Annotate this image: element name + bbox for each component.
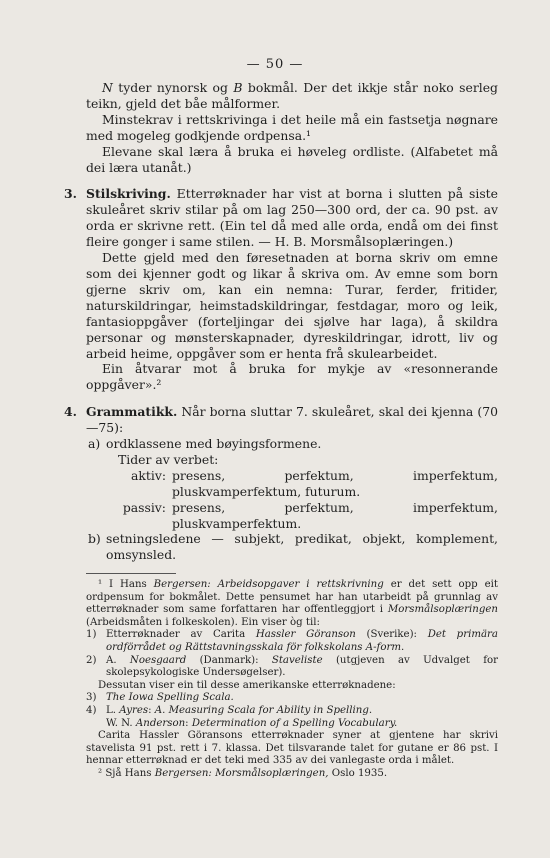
footnote-1-text-a: I Hans	[102, 579, 154, 590]
list-item-a	[86, 436, 498, 452]
footnote-2-mark: ²	[98, 767, 103, 779]
footnote-item-pre: L.	[106, 704, 120, 716]
section-4-text: Når borna sluttar 7. skuleåret, skal dei kjenna (70—75):	[86, 404, 498, 436]
footnote-list-item	[86, 655, 498, 680]
footnote-item-mid: (Sverike):	[355, 629, 428, 641]
footnote-2-title: Morsmålsoplæringen,	[211, 767, 329, 779]
footnote-item-post: (utgjeven av Udvalget for skolepsykologiske Undersøgelser).	[106, 654, 498, 679]
passive-text: presens, perfektum, imperfektum, pluskvamperfektum.	[172, 499, 498, 531]
footnote-1-title: Arbeidsopgaver i rettskrivning	[210, 579, 384, 590]
section-3-heading-paragraph	[64, 186, 498, 250]
footnote-item-pre: A.	[106, 654, 130, 666]
active-text: presens, perfektum, imperfektum, pluskvamperfektum, futurum.	[172, 467, 498, 499]
footnote-2-text-a: Sjå Hans	[102, 767, 155, 779]
footnote-item-label: 3)	[86, 692, 97, 704]
footnote-item-title: The Iowa Spelling Scala.	[106, 692, 234, 704]
intro-paragraph-2: Minstekrav i rettskrivinga i det heile må ein fastsetja nøgnare med mogeleg godkjende ordpensa.¹	[86, 111, 498, 143]
footnote-item-title: Det primära ordförrådet og Rättstavningsskala för folkskolans A-form.	[106, 629, 499, 653]
footnote-item-label: 2)	[86, 654, 97, 666]
footnote-2-author: Bergersen:	[154, 767, 212, 779]
intro-paragraph	[86, 80, 498, 112]
list-label-b: b)	[88, 531, 101, 547]
passive-tenses	[86, 500, 498, 532]
intro-paragraph-3: Elevane skal læra å bruka ei høveleg ordliste. (Alfabetet må dei læra utanåt.)	[86, 143, 498, 175]
abbr-n: N	[102, 80, 113, 95]
footnote-item-pre: W. N.	[106, 717, 136, 729]
verb-tenses-label: Tider av verbet:	[118, 451, 219, 467]
list-text-a: ordklassene med bøyingsformene.	[106, 436, 322, 452]
footnote-item-author: Noesgaard	[129, 654, 187, 666]
list-label-a: a)	[88, 436, 101, 452]
passive-label: passiv:	[122, 499, 166, 515]
footnote-1-author: Bergersen:	[153, 579, 211, 590]
intro-text-1: tyder nynorsk og	[112, 80, 234, 95]
footnote-list-item	[86, 705, 498, 718]
footnote-1-publication: Morsmålsoplæringen	[387, 604, 498, 616]
active-label: aktiv:	[130, 467, 166, 483]
footnotes	[86, 579, 498, 781]
footnote-item-mid: :	[148, 704, 155, 716]
section-4-number: 4.	[64, 404, 77, 420]
footnote-item-mid: (Danmark):	[186, 654, 272, 666]
footnote-1	[86, 579, 498, 629]
section-3-title: Stilskriving.	[86, 186, 171, 202]
footnote-item-title: Determination of a Spelling Vocabulary.	[191, 717, 398, 729]
list-item-b	[86, 531, 498, 563]
footnote-item-author: Hassler Göranson	[255, 629, 356, 641]
abbr-b: B	[233, 80, 243, 95]
footnote-1-mark: ¹	[98, 579, 103, 590]
footnote-list-item	[86, 718, 498, 731]
section-3-paragraph-2: Dette gjeld med den føresetnaden at borna skriv om emne som dei kjenner godt og likar å skriva om. Av emne som born gjerne skriv om, kan ein nemna: Turar, ferder, fritider, naturskildringar, heimstadskildringar, festdagar, moro og leik, fantasioppgåver (forteljingar dei sjølve har laga), å skildra personar og mønsterskapnader, dyreskildringar, idrott, liv og arbeid heime, oppgåver som er henta frå skulearbeidet.	[86, 250, 498, 361]
footnote-item-label: 1)	[86, 629, 97, 641]
section-3-paragraph-3: Ein åtvarar mot å bruka for mykje av «resonnerande oppgåver».²	[86, 361, 498, 393]
section-4-title: Grammatikk.	[86, 404, 178, 420]
footnote-rule	[86, 573, 176, 574]
footnote-item-label: 4)	[86, 704, 97, 716]
footnote-1-text-b: er det sett opp eit ordpensum for bokmålet. Dette pensumet har han utarbeidt på grunnlag av etterrøknader som same forfattaren har offentleggjort i	[86, 579, 498, 616]
footnote-item-mid: :	[185, 717, 192, 729]
section-3-text: Etterrøknader har vist at borna i slutten på siste skuleåret skriv stilar på om lag 250—300 ord, der ca. 90 pst. av orda er skrivne rett. (Ein tel då med alle orda, endå om dei finst fleire gonger i same stilen. — H. B. Morsmålsoplæringen.)	[86, 186, 498, 250]
footnote-1-text-c: (Arbeidsmåten i folkeskolen). Ein viser òg til:	[86, 616, 320, 628]
footnote-american-note: Dessutan viser ein til desse amerikanske etterrøknadene:	[98, 679, 396, 691]
footnote-list-item	[86, 629, 498, 654]
footnote-2	[86, 768, 498, 781]
section-3-number: 3.	[64, 186, 77, 202]
verb-tenses-heading	[86, 452, 498, 468]
footnote-item-pre: Etterrøknader av Carita	[106, 629, 256, 641]
list-text-b: setningsledene — subjekt, predikat, objekt, komplement, omsynsled.	[106, 531, 498, 563]
main-text	[64, 80, 498, 563]
active-tenses	[86, 468, 498, 500]
footnote-1-tail: Carita Hassler Göransons etterrøknader syner at gjentene har skrivi stavelista 91 pst. rett i 7. klassa. Det tilsvarande talet for gutane er 86 pst. I hennar etterrøknad er det teki med 335 av dei vanlegaste orda i målet.	[86, 730, 498, 767]
footnote-list-item	[86, 692, 498, 705]
footnote-item-author: Anderson	[135, 717, 186, 729]
footnote-item-author: Ayres	[119, 704, 149, 716]
section-4-heading-paragraph	[64, 404, 498, 436]
intro-text-2: bokmål. Der det ikkje står noko serleg teikn, gjeld det båe målformer.	[86, 80, 498, 111]
footnote-item-title: Staveliste	[271, 654, 323, 666]
footnote-item-title: A. Measuring Scala for Ability in Spelling.	[154, 704, 373, 716]
page-number: — 50 —	[246, 57, 304, 72]
footnote-2-text-b: Oslo 1935.	[328, 767, 388, 779]
